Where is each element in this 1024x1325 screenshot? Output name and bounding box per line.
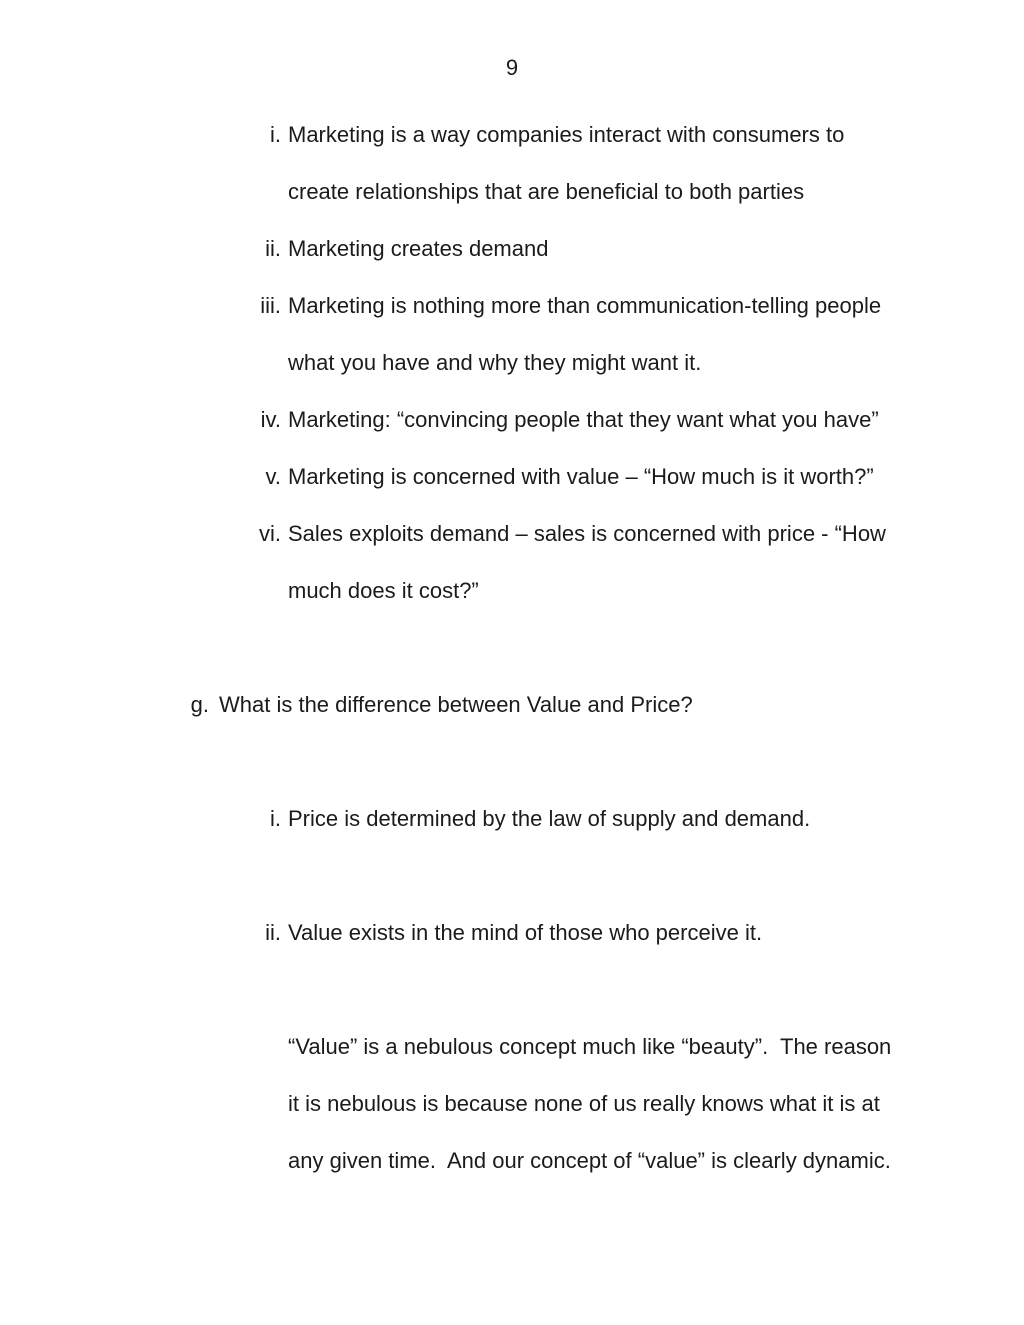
answers-roman-list <box>0 790 1024 961</box>
paragraph-line: any given time. And our concept of “value” is clearly dynamic. <box>288 1148 891 1173</box>
document-body <box>0 106 1024 1189</box>
list-item-line: create relationships that are beneficial to both parties <box>288 179 805 204</box>
list-item-marker: iv. <box>260 407 281 432</box>
list-item-marker: i. <box>270 122 281 147</box>
list-item <box>0 277 1024 391</box>
list-item <box>0 448 1024 505</box>
question-heading-marker: g. <box>190 692 209 717</box>
paragraph-line: “Value” is a nebulous concept much like “beauty”. The reason <box>288 1034 892 1059</box>
marketing-roman-list <box>0 106 1024 619</box>
list-item-marker: ii. <box>265 920 281 945</box>
list-item-line: Price is determined by the law of supply and demand. <box>288 806 811 831</box>
list-item <box>0 220 1024 277</box>
list-item-line: Marketing is nothing more than communication-telling people <box>288 293 882 318</box>
value-paragraph <box>0 1018 1024 1189</box>
list-item <box>0 790 1024 847</box>
page-number: 9 <box>505 55 519 80</box>
question-heading-g <box>0 676 1024 733</box>
list-item-marker: i. <box>270 806 281 831</box>
list-item-marker: iii. <box>260 293 281 318</box>
list-item-line: Marketing: “convincing people that they want what you have” <box>288 407 879 432</box>
list-item-marker: vi. <box>259 521 281 546</box>
list-item-marker: v. <box>265 464 281 489</box>
question-heading-text: What is the difference between Value and Price? <box>219 692 693 717</box>
list-item-line: Value exists in the mind of those who perceive it. <box>288 920 763 945</box>
list-item-line: Marketing creates demand <box>288 236 549 261</box>
list-item-line: much does it cost?” <box>288 578 479 603</box>
list-item-line: what you have and why they might want it. <box>288 350 702 375</box>
list-item-line: Marketing is a way companies interact with consumers to <box>288 122 845 147</box>
list-item <box>0 106 1024 220</box>
list-item-line: Marketing is concerned with value – “How much is it worth?” <box>288 464 874 489</box>
paragraph-line: it is nebulous is because none of us really knows what it is at <box>288 1091 880 1116</box>
list-item <box>0 904 1024 961</box>
list-item-line: Sales exploits demand – sales is concerned with price - “How <box>288 521 886 546</box>
list-item-marker: ii. <box>265 236 281 261</box>
list-item <box>0 505 1024 619</box>
list-item <box>0 391 1024 448</box>
